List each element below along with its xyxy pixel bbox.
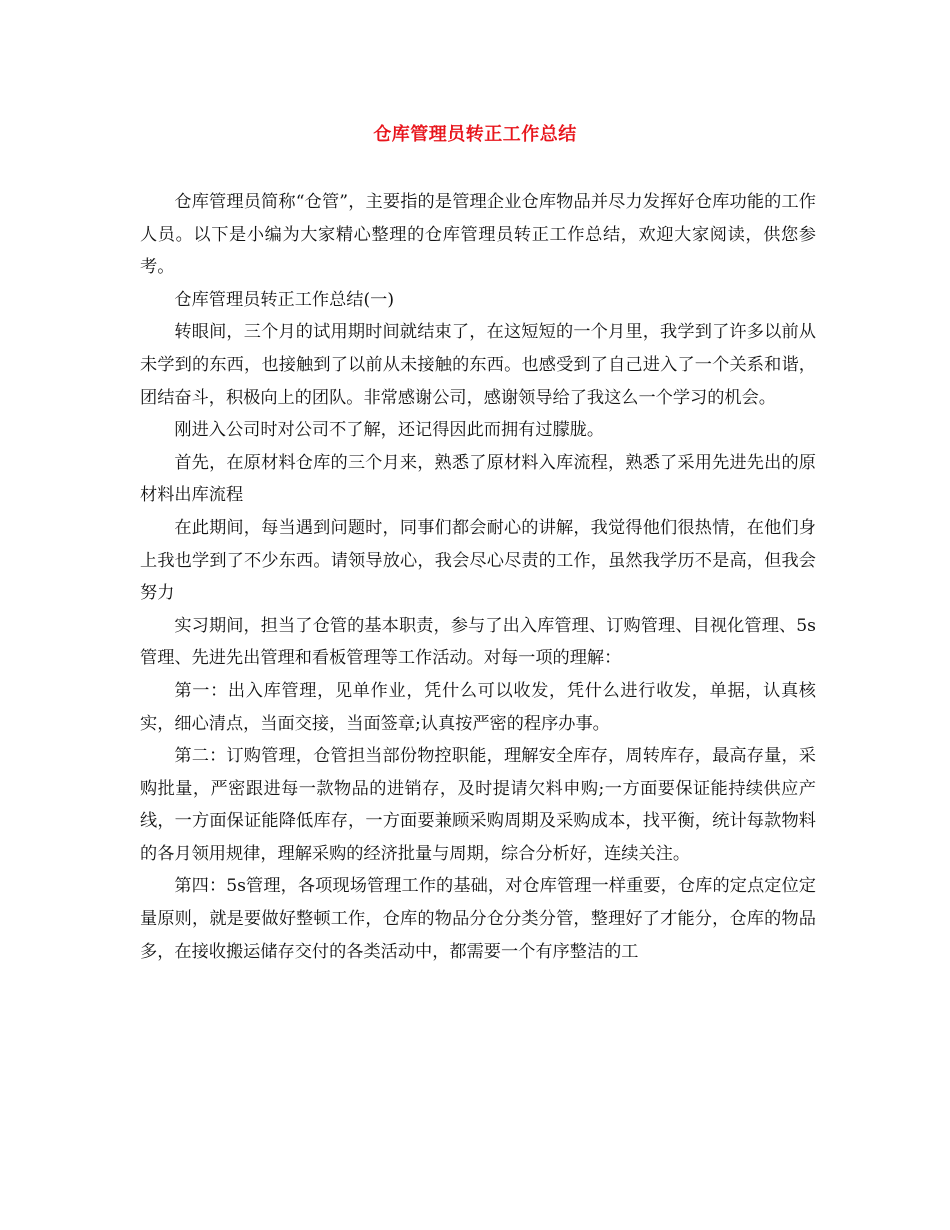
paragraph: 第二：订购管理，仓管担当部份物控职能，理解安全库存，周转库存，最高存量，采购批量，严密跟进每一款物品的进销存，及时提请欠料申购;一方面要保证能持续供应产线，一方面保证能降低库存，一方面要兼顾采购周期及采购成本，找平衡，统计每款物料的各月领用规律，理解采购的经济批量与周期，综合分析好，连续关注。 <box>140 746 816 864</box>
document-title <box>0 122 950 148</box>
paragraph: 首先，在原材料仓库的三个月来，熟悉了原材料入库流程，熟悉了采用先进先出的原材料出库流程 <box>140 452 816 506</box>
paragraph: 在此期间，每当遇到问题时，同事们都会耐心的讲解，我觉得他们很热情，在他们身上我也学到了不少东西。请领导放心，我会尽心尽责的工作，虽然我学历不是高，但我会努力 <box>140 517 816 604</box>
section-heading: 仓库管理员转正工作总结(一) <box>174 289 395 310</box>
paragraph: 刚进入公司时对公司不了解，还记得因此而拥有过朦胧。 <box>174 420 605 441</box>
paragraph: 实习期间，担当了仓管的基本职责，参与了出入库管理、订购管理、目视化管理、5s管理、先进先出管理和看板管理等工作活动。对每一项的理解： <box>140 615 816 669</box>
paragraph: 转眼间，三个月的试用期时间就结束了，在这短短的一个月里，我学到了许多以前从未学到的东西，也接触到了以前从未接触的东西。也感受到了自己进入了一个关系和谐，团结奋斗，积极向上的团队。非常感谢公司，感谢领导给了我这么一个学习的机会。 <box>140 322 816 408</box>
document-body <box>140 186 816 968</box>
paragraph: 第四：5s管理，各项现场管理工作的基础，对仓库管理一样重要，仓库的定点定位定量原则，就是要做好整顿工作，仓库的物品分仓分类分管，整理好了才能分，仓库的物品多，在接收搬运储存交付的各类活动中，都需要一个有序整洁的工 <box>140 876 816 962</box>
document-title-text: 仓库管理员转正工作总结 <box>373 124 577 145</box>
paragraph: 第一：出入库管理，见单作业，凭什么可以收发，凭什么进行收发，单据，认真核实，细心清点，当面交接，当面签章;认真按严密的程序办事。 <box>140 680 816 734</box>
paragraph-intro: 仓库管理员简称“仓管”，主要指的是管理企业仓库物品并尽力发挥好仓库功能的工作人员。以下是小编为大家精心整理的仓库管理员转正工作总结，欢迎大家阅读，供您参考。 <box>140 192 816 278</box>
